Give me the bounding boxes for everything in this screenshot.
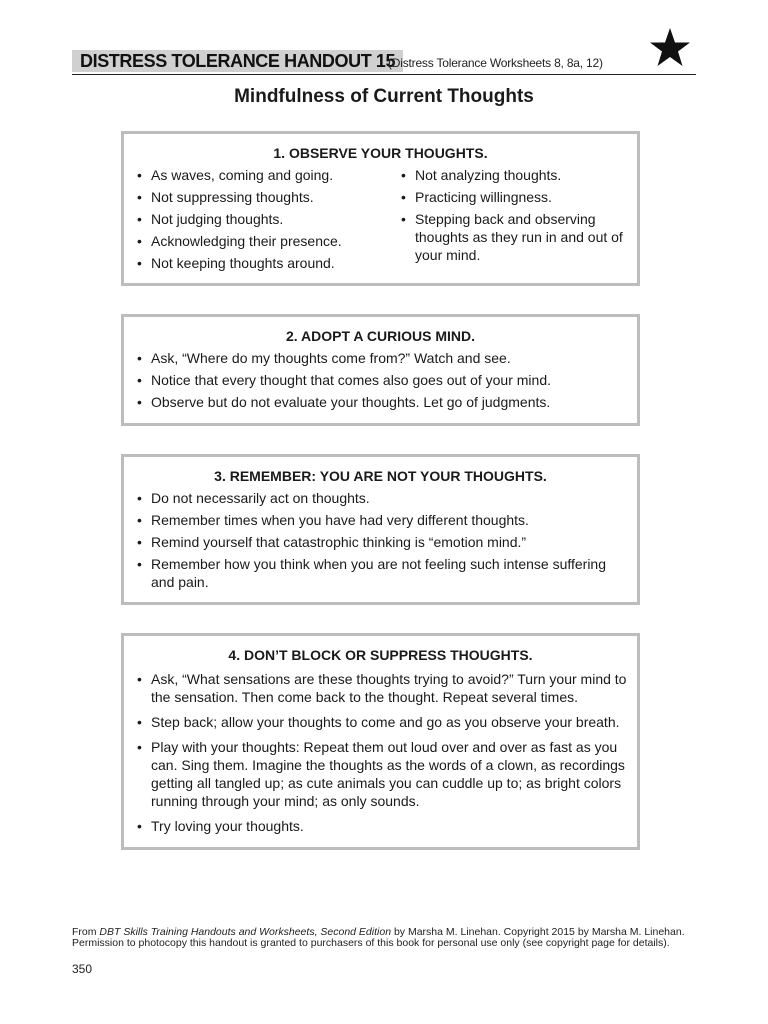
bullet-list (124, 668, 637, 835)
list-item: • Observe but do not evaluate your thoughts. Let go of judgments. (136, 393, 627, 411)
list-item: • Try loving your thoughts. (136, 817, 627, 835)
list-item: • Do not necessarily act on thoughts. (136, 489, 627, 507)
bullet-list-right (388, 166, 637, 276)
section-dont-block-thoughts (121, 633, 640, 850)
copyright-footer (72, 927, 702, 949)
list-item: • Remember how you think when you are not feeling such intense suffering and pain. (136, 555, 627, 591)
handout-header (72, 48, 696, 75)
section-curious-mind (121, 314, 640, 426)
bullet-list (124, 489, 637, 591)
list-item: • Stepping back and observing thoughts as they run in and out of your mind. (400, 210, 637, 264)
list-item: • Remind yourself that catastrophic thinking is “emotion mind.” (136, 533, 627, 551)
list-item: • As waves, coming and going. (136, 166, 388, 184)
list-item: • Practicing willingness. (400, 188, 637, 206)
worksheet-reference: (Distress Tolerance Worksheets 8, 8a, 12) (388, 56, 603, 70)
section-heading: 4. DON’T BLOCK OR SUPPRESS THOUGHTS. (228, 647, 533, 663)
list-item: • Not keeping thoughts around. (136, 254, 388, 272)
page-title: Mindfulness of Current Thoughts (234, 86, 534, 107)
list-item: • Not analyzing thoughts. (400, 166, 637, 184)
list-item: • Ask, “Where do my thoughts come from?” Watch and see. (136, 349, 627, 367)
list-item: • Remember times when you have had very different thoughts. (136, 511, 627, 529)
footer-book-title: DBT Skills Training Handouts and Worksheets, Second Edition (99, 926, 392, 938)
handout-label: DISTRESS TOLERANCE HANDOUT 15 (72, 50, 403, 72)
list-item: • Notice that every thought that comes also goes out of your mind. (136, 371, 627, 389)
footer-from: From (72, 926, 100, 938)
section-observe-thoughts (121, 131, 640, 286)
list-item: • Not judging thoughts. (136, 210, 388, 228)
section-heading: 1. OBSERVE YOUR THOUGHTS. (273, 145, 488, 161)
list-item: • Not suppressing thoughts. (136, 188, 388, 206)
list-item: • Acknowledging their presence. (136, 232, 388, 250)
bullet-list (124, 349, 637, 411)
footer-permission: by Marsha M. Linehan. Copyright 2015 by Marsha M. Linehan. Permission to photocopy this handout is granted to purchasers of this book for personal use only (see copyright page for details). (72, 926, 685, 949)
bullet-list-left (124, 166, 388, 276)
list-item: • Step back; allow your thoughts to come and go as you observe your breath. (136, 713, 627, 731)
page-number: 350 (72, 962, 93, 976)
list-item: • Play with your thoughts: Repeat them out loud over and over as fast as you can. Sing them. Imagine the thoughts as the words of a clown, as recordings getting all tangled up; as cute animals you can cuddle up to; as bright colors running through your mind; as only sounds. (136, 738, 627, 810)
section-heading: 3. REMEMBER: YOU ARE NOT YOUR THOUGHTS. (214, 468, 547, 484)
section-not-your-thoughts (121, 454, 640, 605)
list-item: • Ask, “What sensations are these thoughts trying to avoid?” Turn your mind to the sensation. Then come back to the thought. Repeat several times. (136, 670, 627, 706)
section-heading: 2. ADOPT A CURIOUS MIND. (285, 328, 475, 344)
star-icon (648, 26, 692, 70)
